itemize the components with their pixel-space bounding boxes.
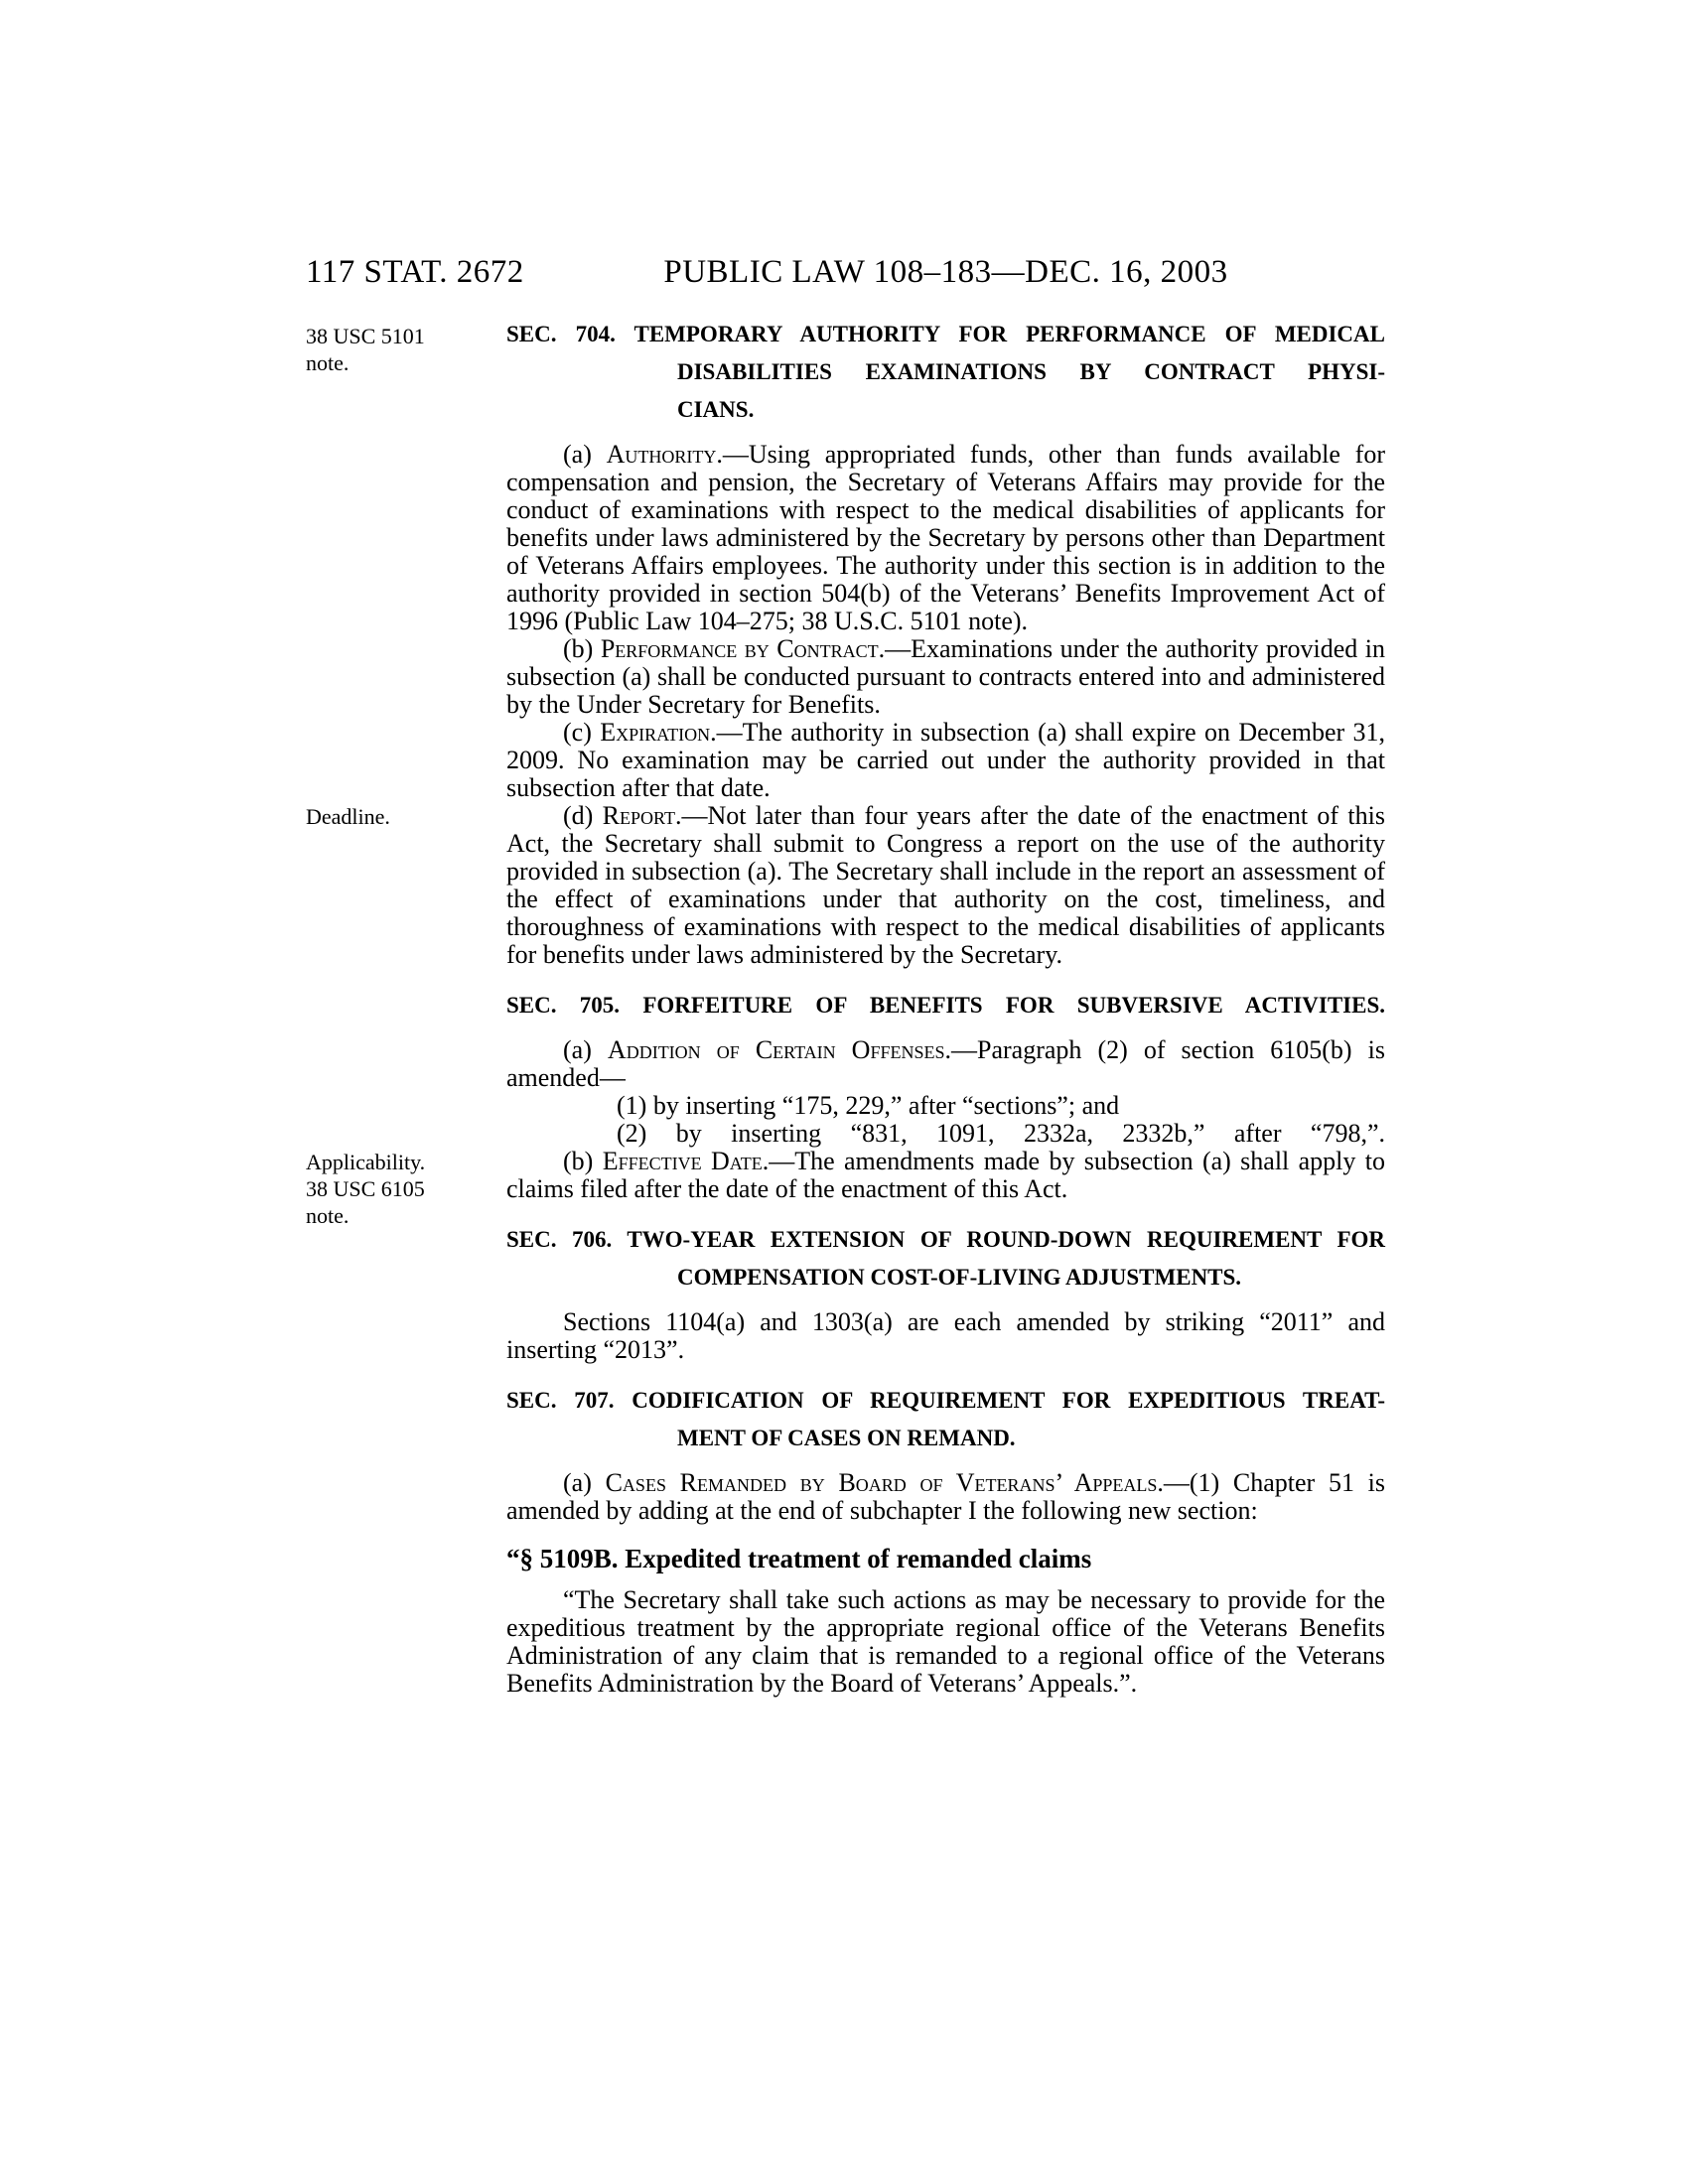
heading-line: SEC. 707. CODIFICATION OF REQUIREMENT FOR EXPEDITIOUS TREAT-: [506, 1388, 1385, 1413]
heading-line: CIANS.: [677, 397, 755, 422]
para-text: Sections 1104(a) and 1303(a) are each amended by striking “2011” and inserting “2013”.: [506, 1307, 1385, 1364]
sec-704-para-a: [506, 441, 1385, 635]
para-label-smallcaps: Cases Remanded by Board of Veterans’ Appeals: [605, 1468, 1158, 1497]
para-label-smallcaps: Addition of Certain Offenses: [607, 1035, 945, 1064]
margin-note-usc-5101: [306, 323, 496, 376]
sec-707-para-a: [506, 1469, 1385, 1525]
para-label-smallcaps: Performance by Contract: [600, 634, 879, 663]
sec-705-heading: [506, 987, 1385, 1024]
heading-line: SEC. 706. TWO-YEAR EXTENSION OF ROUND-DOWN REQUIREMENT FOR: [506, 1227, 1385, 1252]
sec-704-para-b: [506, 635, 1385, 719]
heading-line: SEC. 705. FORFEITURE OF BENEFITS FOR SUBVERSIVE ACTIVITIES.: [506, 993, 1385, 1018]
para-label-smallcaps: Effective Date: [602, 1147, 763, 1175]
margin-note-applicability: [306, 1149, 496, 1229]
heading-line: MENT OF CASES ON REMAND.: [677, 1426, 1016, 1450]
para-text: .—(1) Chapter 51 is amended by adding at the end of subchapter I the following new section:: [506, 1468, 1386, 1525]
sec-706-heading: [506, 1221, 1385, 1297]
para-text: “The Secretary shall take such actions as may be necessary to provide for the expeditious treatment by the appropriate regional office of the Veterans Benefits Administration of any claim that is remanded to a regional office of the Veterans Benefits Administration by the Board of Veterans’ Appeals.”.: [506, 1585, 1385, 1698]
para-text: (2) by inserting “831, 1091, 2332a, 2332b,” after “798,”.: [617, 1119, 1385, 1148]
heading-line: SEC. 704. TEMPORARY AUTHORITY FOR PERFORMANCE OF MEDICAL: [506, 322, 1385, 346]
page-header: [306, 254, 1385, 298]
para-enum: (a): [563, 1035, 608, 1064]
sec-705-para-a1: [506, 1092, 1385, 1120]
margin-note-line: note.: [306, 350, 350, 375]
para-text: .—Paragraph (2) of section 6105(b) is amended—: [506, 1035, 1385, 1092]
body-column: [306, 316, 1386, 1698]
para-text: .—Not later than four years after the date of the enactment of this Act, the Secretary shall submit to Congress a report on the use of the authority provided in subsection (a). The Secretary shall include in the report an assessment of the effect of examinations under that authority on the cost, timeliness, and thoroughness of examinations with respect to the medical disabilities of applicants for benefits under laws administered by the Secretary.: [506, 801, 1385, 969]
sec-704-para-d: [306, 801, 1385, 969]
sec-706-body: [506, 1308, 1385, 1364]
sec-5109b-heading: “§ 5109B. Expedited treatment of remanded claims: [506, 1544, 1092, 1573]
sec-704-para-c: [506, 719, 1385, 802]
law-title: PUBLIC LAW 108–183—DEC. 16, 2003: [663, 254, 1228, 290]
sec-5109b-body: [506, 1586, 1385, 1698]
para-label-smallcaps: Authority: [606, 440, 717, 469]
margin-note-line: Applicability.: [306, 1150, 426, 1174]
para-text: (1) by inserting “175, 229,” after “sections”; and: [617, 1091, 1120, 1120]
para-label-smallcaps: Report: [602, 801, 675, 830]
sec-704-heading: [306, 316, 1385, 429]
margin-note-line: 38 USC 6105: [306, 1176, 425, 1201]
sec-705-para-b: [306, 1147, 1385, 1228]
para-text: .—The authority in subsection (a) shall expire on December 31, 2009. No examination may be carried out under the authority provided in that subsection after that date.: [506, 718, 1385, 802]
para-text: .—Examinations under the authority provided in subsection (a) shall be conducted pursuant to contracts entered into and administered by the Under Secretary for Benefits.: [506, 634, 1386, 719]
para-enum: (c): [563, 718, 601, 747]
margin-note-line: note.: [306, 1203, 350, 1228]
margin-note-line: 38 USC 5101: [306, 324, 425, 348]
margin-note-line: Deadline.: [306, 804, 390, 829]
sec-705-para-a2: [506, 1120, 1385, 1148]
sec-705-para-a: [506, 1036, 1385, 1092]
margin-note-deadline: [306, 803, 496, 830]
para-enum: (d): [563, 801, 603, 830]
heading-line: COMPENSATION COST-OF-LIVING ADJUSTMENTS.: [677, 1265, 1242, 1290]
para-label-smallcaps: Expiration: [600, 718, 711, 747]
para-enum: (a): [563, 440, 607, 469]
para-enum: (a): [563, 1468, 606, 1497]
para-enum: (b): [563, 634, 601, 663]
para-text: .—Using appropriated funds, other than funds available for compensation and pension, the Secretary of Veterans Affairs may provide for the conduct of examinations with respect to the medical disabilities of applicants for benefits under laws administered by the Secretary by persons other than Department of Veterans Affairs employees. The authority under this section is in addition to the authority provided in section 504(b) of the Veterans’ Benefits Improvement Act of 1996 (Public Law 104–275; 38 U.S.C. 5101 note).: [506, 440, 1385, 635]
para-enum: (b): [563, 1147, 603, 1175]
heading-line: DISABILITIES EXAMINATIONS BY CONTRACT PHYSI-: [677, 359, 1385, 384]
sec-707-heading: [506, 1382, 1385, 1457]
stat-page-number: 117 STAT. 2672: [306, 254, 524, 290]
para-text: .—The amendments made by subsection (a) shall apply to claims filed after the date of the enactment of this Act.: [506, 1147, 1385, 1203]
